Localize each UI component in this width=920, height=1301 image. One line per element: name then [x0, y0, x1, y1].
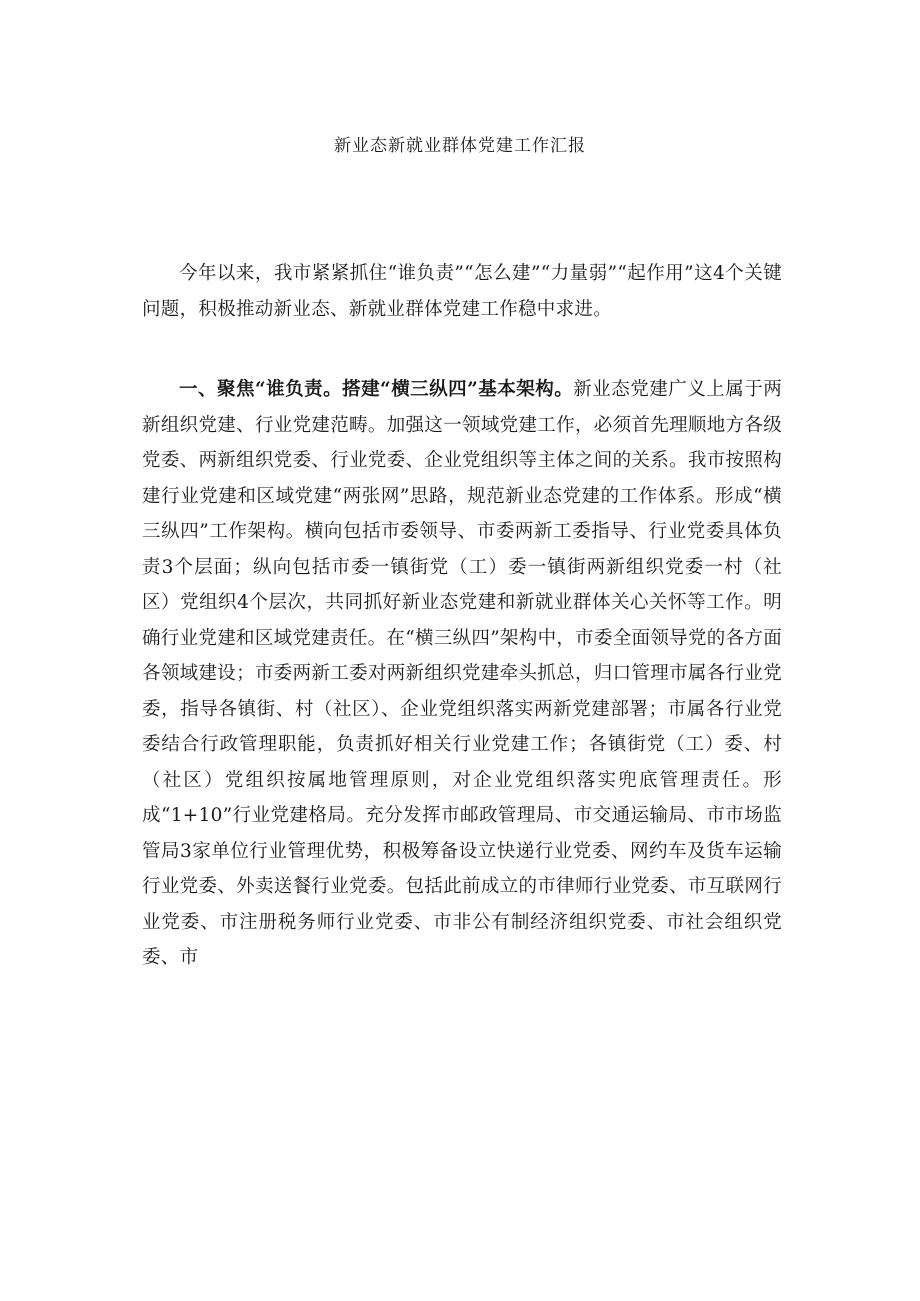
section-1-paragraph [142, 372, 782, 976]
section-1-heading: 一、聚焦“谁负责。搭建“横三纵四”基本架构。 [179, 379, 574, 400]
document-title: 新业态新就业群体党建工作汇报 [334, 136, 586, 157]
intro-paragraph: 今年以来，我市紧紧抓住“谁负责”“怎么建”“力量弱”“起作用”这4个关键问题，积极推动新业态、新就业群体党建工作稳中求进。 [142, 263, 782, 320]
section-1-body: 新业态党建广义上属于两新组织党建、行业党建范畴。加强这一领域党建工作，必须首先理顺地方各级党委、两新组织党委、行业党委、企业党组织等主体之间的关系。我市按照构建行业党建和区域党建“两张网”思路，规范新业态党建的工作体系。形成“横三纵四”工作架构。横向包括市委领导、市委两新工委指导、行业党委具体负责3个层面；纵向包括市委一镇街党（工）委一镇街两新组织党委一村（社区）党组织4个层次，共同抓好新业态党建和新就业群体关心关怀等工作。明确行业党建和区域党建责任。在“横三纵四”架构中，市委全面领导党的各方面各领域建设；市委两新工委对两新组织党建牵头抓总，归口管理市属各行业党委，指导各镇街、村（社区）、企业党组织落实两新党建部署；市属各行业党委结合行政管理职能，负责抓好相关行业党建工作；各镇街党（工）委、村（社区）党组织按属地管理原则，对企业党组织落实兜底管理责任。形成“1+10”行业党建格局。充分发挥市邮政管理局、市交通运输局、市市场监管局3家单位行业管理优势，积极筹备设立快递行业党委、网约车及货车运输行业党委、外卖送餐行业党委。包括此前成立的市律师行业党委、市互联网行业党委、市注册税务师行业党委、市非公有制经济组织党委、市社会组织党委、市 [142, 379, 782, 968]
